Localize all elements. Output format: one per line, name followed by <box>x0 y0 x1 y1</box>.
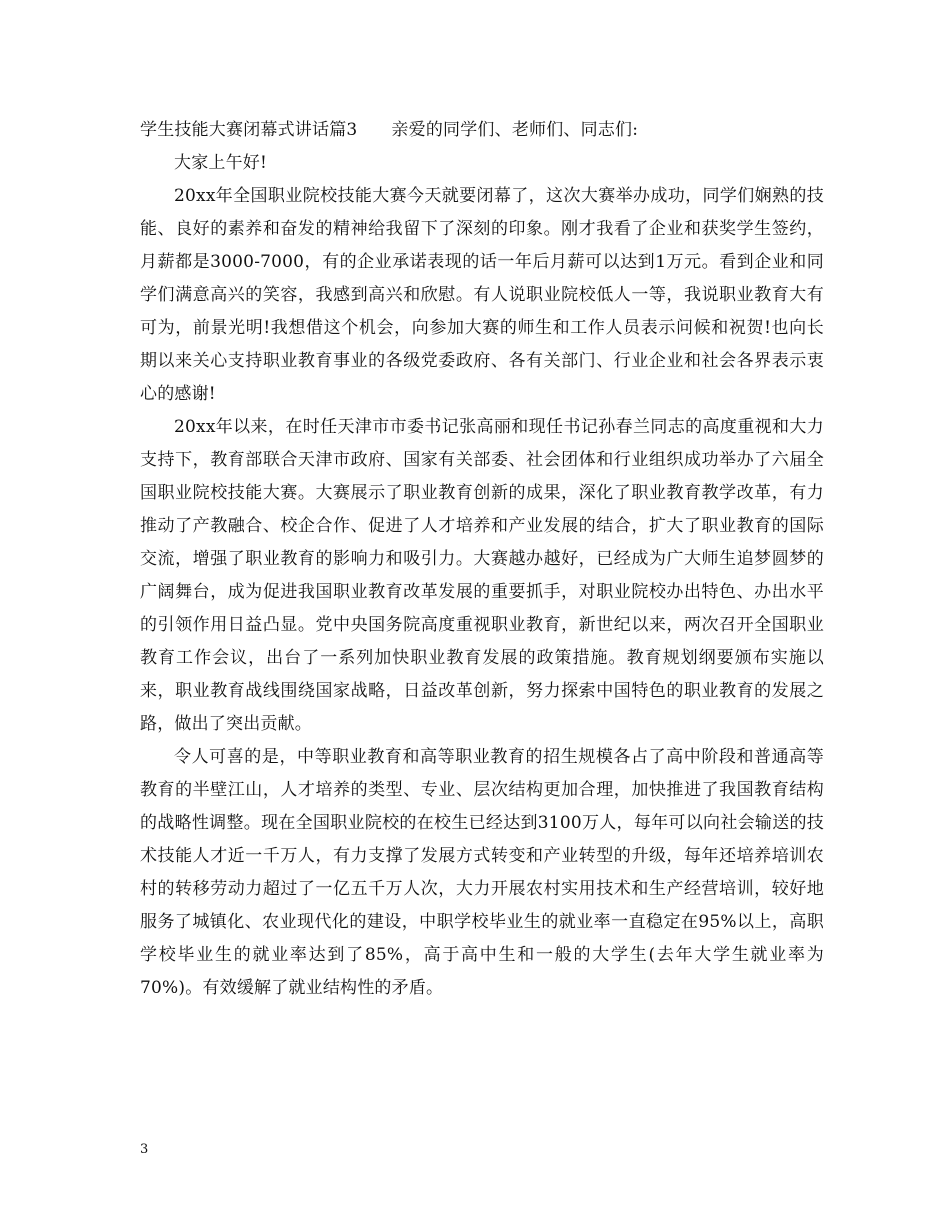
title-line <box>140 114 824 147</box>
speech-heading: 学生技能大赛闭幕式讲话篇3 <box>140 120 358 140</box>
body-paragraph: 令人可喜的是，中等职业教育和高等职业教育的招生规模各占了高中阶段和普通高等教育的半壁江山，人才培养的类型、专业、层次结构更加合理，加快推进了我国教育结构的战略性调整。现在全国职业院校的在校生已经达到3100万人，每年可以向社会输送的技术技能人才近一千万人，有力支撑了发展方式转变和产业转型的升级，每年还培养培训农村的转移劳动力超过了一亿五千万人次，大力开展农村实用技术和生产经营培训，较好地服务了城镇化、农业现代化的建设，中职学校毕业生的就业率一直稳定在95%以上，高职学校毕业生的就业率达到了85%，高于高中生和一般的大学生(去年大学生就业率为70%)。有效缓解了就业结构性的矛盾。 <box>140 747 824 998</box>
salutation: 亲爱的同学们、老师们、同志们: <box>391 120 639 140</box>
body-paragraph: 20xx年全国职业院校技能大赛今天就要闭幕了，这次大赛举办成功，同学们娴熟的技能、良好的素养和奋发的精神给我留下了深刻的印象。刚才我看了企业和获奖学生签约，月薪都是3000-7000，有的企业承诺表现的话一年后月薪可以达到1万元。看到企业和同学们满意高兴的笑容，我感到高兴和欣慰。有人说职业院校低人一等，我说职业教育大有可为，前景光明!我想借这个机会，向参加大赛的师生和工作人员表示问候和祝贺!也向长期以来关心支持职业教育事业的各级党委政府、各有关部门、行业企业和社会各界表示衷心的感谢! <box>140 186 824 404</box>
document-body <box>140 114 824 1005</box>
page-number: 3 <box>140 1142 149 1157</box>
body-paragraph: 20xx年以来，在时任天津市市委书记张高丽和现任书记孙春兰同志的高度重视和大力支持下，教育部联合天津市政府、国家有关部委、社会团体和行业组织成功举办了六届全国职业院校技能大赛。大赛展示了职业教育创新的成果，深化了职业教育教学改革，有力推动了产教融合、校企合作、促进了人才培养和产业发展的结合，扩大了职业教育的国际交流，增强了职业教育的影响力和吸引力。大赛越办越好，已经成为广大师生追梦圆梦的广阔舞台，成为促进我国职业教育改革发展的重要抓手，对职业院校办出特色、办出水平的引领作用日益凸显。党中央国务院高度重视职业教育，新世纪以来，两次召开全国职业教育工作会议，出台了一系列加快职业教育发展的政策措施。教育规划纲要颁布实施以来，职业教育战线围绕国家战略，日益改革创新，努力探索中国特色的职业教育的发展之路，做出了突出贡献。 <box>140 417 824 734</box>
greeting-paragraph: 大家上午好! <box>174 153 268 173</box>
